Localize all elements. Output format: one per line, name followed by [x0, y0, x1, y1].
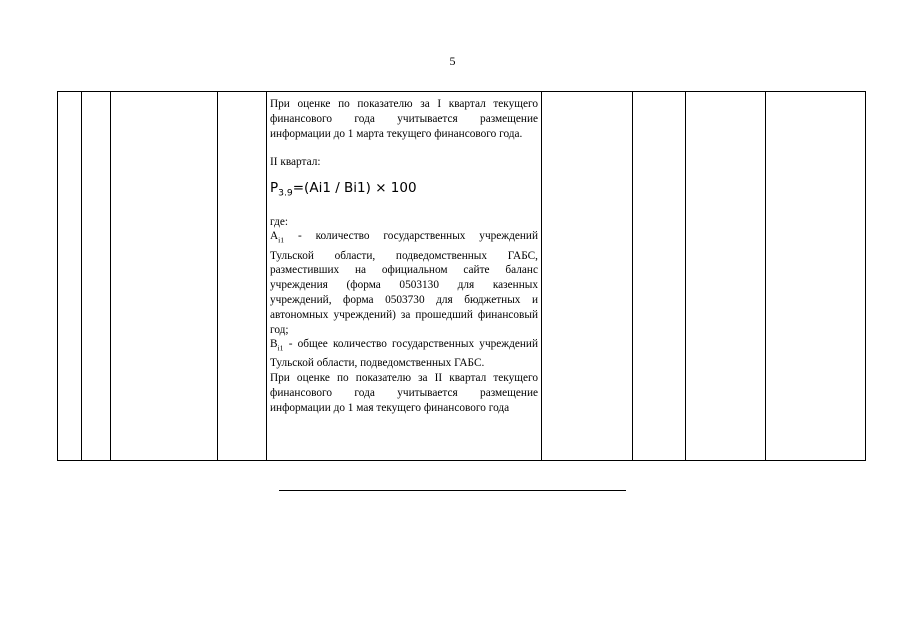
indicator-description-cell — [267, 92, 542, 461]
where-label: где: — [270, 215, 288, 228]
b-subscript: i1 — [277, 343, 284, 353]
q1-paragraph: При оценке по показателю за I квартал текущего финансового года учитывается размещение информации до 1 марта текущего финансового года. — [270, 98, 538, 140]
q2-heading: II квартал: — [270, 156, 321, 169]
a-subscript: i1 — [278, 235, 285, 245]
b-symbol: B — [270, 338, 278, 351]
formula — [270, 181, 538, 201]
a-symbol: A — [270, 230, 279, 243]
table-row — [58, 92, 866, 461]
formula-subscript: 3.9 — [278, 187, 293, 199]
table-cell-6 — [542, 92, 633, 461]
definition-b — [270, 337, 538, 371]
formula-prefix: P — [270, 180, 279, 197]
end-divider-line — [279, 490, 626, 491]
q2-paragraph: При оценке по показателю за II квартал текущего финансового года учитывается размещение информации до 1 мая текущего финансового года — [270, 372, 538, 414]
table-cell-2 — [82, 92, 111, 461]
table-cell-3 — [111, 92, 218, 461]
formula-body: =(Ai1 / Bi1) × 100 — [292, 180, 417, 197]
b-text: - общее количество государственных учреждений Тульской области, подведомственных ГАБС. — [270, 338, 538, 370]
table-cell-4 — [218, 92, 267, 461]
indicator-table — [57, 91, 866, 461]
table-cell-1 — [58, 92, 82, 461]
a-text: - количество государственных учреждений Тульской области, подведомственных ГАБС, разместивших на официальном сайте баланс учреждения (форма 0503130 для казенных учреждений, форма 0503730 для бюджетных и автономных учреждений) за прошедший финансовый год; — [270, 230, 538, 336]
page-number: 5 — [449, 54, 456, 68]
definition-a — [270, 229, 538, 337]
table-cell-9 — [766, 92, 866, 461]
table-cell-8 — [686, 92, 766, 461]
table-cell-7 — [633, 92, 686, 461]
